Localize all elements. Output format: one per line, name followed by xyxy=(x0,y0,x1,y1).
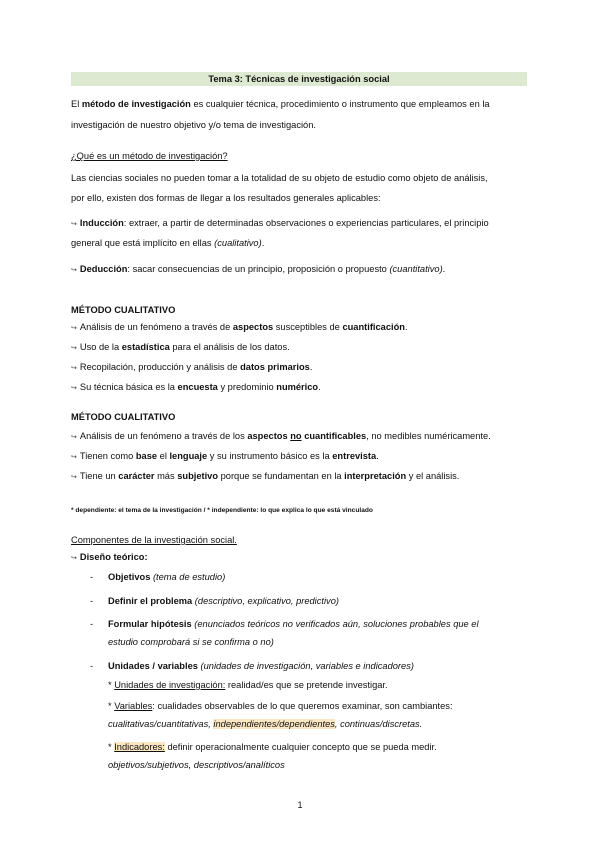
question-line-2: por ello, existen dos formas de llegar a los resultados generales aplicables: xyxy=(71,193,381,203)
text: Análisis de un fenómeno a través de xyxy=(79,322,233,332)
text-bold: encuesta xyxy=(177,382,218,392)
text: y su instrumento básico es la xyxy=(207,451,333,461)
note: (cuantitativo) xyxy=(389,264,443,274)
componentes-heading: Componentes de la investigación social. xyxy=(71,535,237,545)
text-bold-underline: no xyxy=(290,431,302,441)
text-bold: carácter xyxy=(118,471,155,481)
text: . xyxy=(442,264,446,274)
metodo1-bullet-2 xyxy=(71,341,290,355)
intro-line-2: investigación de nuestro objetivo y/o tema de investigación. xyxy=(71,120,316,130)
arrow-icon: ↪ xyxy=(71,434,77,441)
deduccion-line xyxy=(71,263,445,277)
text: : cualidades observables de lo que queremos examinar, son cambiantes: xyxy=(152,701,453,711)
list-item xyxy=(90,618,93,630)
term-induccion: Inducción xyxy=(79,218,124,228)
text: : extraer, a partir de determinadas observaciones o experiencias particulares, el principio xyxy=(123,218,489,228)
metodo1-bullet-4 xyxy=(71,381,321,395)
text: general que está implícito en ellas xyxy=(71,238,215,248)
list-item xyxy=(90,595,93,607)
text: . xyxy=(376,451,379,461)
text: Uso de la xyxy=(79,342,122,352)
text: es cualquier técnica, procedimiento o instrumento que empleamos en la xyxy=(190,99,490,109)
list-item-objetivos xyxy=(108,571,225,583)
text-bold: entrevista xyxy=(332,451,377,461)
text: El xyxy=(71,99,82,109)
arrow-icon: ↪ xyxy=(71,474,77,481)
dash: - xyxy=(90,572,94,582)
indicadores-line-2: objetivos/subjetivos, descriptivos/analíticos xyxy=(108,760,285,770)
question-heading: ¿Qué es un método de investigación? xyxy=(71,151,228,161)
text: cualitativas/cuantitativas, xyxy=(108,719,214,729)
text-bold: subjetivo xyxy=(177,471,219,481)
dash: - xyxy=(90,596,94,606)
text: . xyxy=(404,322,408,332)
text: Tienen como xyxy=(79,451,136,461)
text-bold: lenguaje xyxy=(169,451,208,461)
text: y el análisis. xyxy=(406,471,460,481)
text: susceptibles de xyxy=(273,322,343,332)
term-diseno: Diseño teórico: xyxy=(79,552,148,562)
induccion-line-1 xyxy=(71,217,489,231)
note: (unidades de investigación, variables e indicadores) xyxy=(197,661,414,671)
diseno-line xyxy=(71,551,148,565)
text: el xyxy=(157,451,170,461)
dash: - xyxy=(90,619,94,629)
metodo2-bullet-3 xyxy=(71,470,459,484)
metodo1-bullet-3 xyxy=(71,361,312,375)
arrow-icon: ↪ xyxy=(71,345,77,352)
text-bold: Unidades / variables xyxy=(108,661,198,671)
metodo1-bullet-1 xyxy=(71,321,408,335)
note: (cualitativo) xyxy=(214,238,262,248)
text-bold: cuantificación xyxy=(342,322,405,332)
text-bold: estadística xyxy=(121,342,170,352)
page-title: Tema 3: Técnicas de investigación social xyxy=(71,72,527,86)
text: . xyxy=(309,362,313,372)
text: * xyxy=(108,680,115,690)
arrow-icon: ↪ xyxy=(71,267,77,274)
arrow-icon: ↪ xyxy=(71,385,77,392)
text-bold: datos primarios xyxy=(240,362,310,372)
metodo2-bullet-1 xyxy=(71,430,491,444)
note: (enunciados teóricos no verificados aún, soluciones probables que el xyxy=(191,619,479,629)
note: (descriptivo, explicativo, predictivo) xyxy=(192,596,339,606)
text: definir operacionalmente cualquier concepto que se pueda medir. xyxy=(164,742,437,752)
text: y predominio xyxy=(217,382,277,392)
induccion-line-2 xyxy=(71,237,264,249)
metodo2-heading: MÉTODO CUALITATIVO xyxy=(71,412,176,422)
arrow-icon: ↪ xyxy=(71,555,77,562)
text-bold: aspectos xyxy=(232,322,274,332)
metodo1-heading: MÉTODO CUALITATIVO xyxy=(71,305,176,315)
text: para el análisis de los datos. xyxy=(169,342,290,352)
page-number: 1 xyxy=(297,800,303,810)
text: * xyxy=(108,701,115,711)
metodo2-bullet-2 xyxy=(71,450,379,464)
term-variables: Variables xyxy=(114,701,153,711)
variables-line-2 xyxy=(108,718,422,730)
term-metodo: método de investigación xyxy=(81,99,191,109)
text-bold: Objetivos xyxy=(108,572,151,582)
variables-line-1 xyxy=(108,700,453,712)
list-item-problema xyxy=(108,595,339,607)
term-indicadores: Indicadores: xyxy=(114,742,165,752)
text: Recopilación, producción y análisis de xyxy=(79,362,241,372)
text: Análisis de un fenómeno a través de los xyxy=(79,431,248,441)
arrow-icon: ↪ xyxy=(71,221,77,228)
term-unidades: Unidades de investigación: xyxy=(114,680,226,690)
arrow-icon: ↪ xyxy=(71,365,77,372)
text-bold: numérico xyxy=(276,382,319,392)
text: . xyxy=(261,238,265,248)
text-bold: Definir el problema xyxy=(108,596,193,606)
intro-line-1 xyxy=(71,98,490,110)
text: , continuas/discretas. xyxy=(334,719,423,729)
note: (tema de estudio) xyxy=(150,572,226,582)
term-deduccion: Deducción xyxy=(79,264,128,274)
question-line-1: Las ciencias sociales no pueden tomar a la totalidad de su objeto de estudio como objeto de análisis, xyxy=(71,173,488,183)
text: realidad/es que se pretende investigar. xyxy=(225,680,388,690)
text: : sacar consecuencias de un principio, proposición o propuesto xyxy=(127,264,390,274)
arrow-icon: ↪ xyxy=(71,325,77,332)
arrow-icon: ↪ xyxy=(71,454,77,461)
text-bold: cuantificables xyxy=(304,431,367,441)
footnote: * dependiente: el tema de la investigación / * independiente: lo que explica lo que está vinculado xyxy=(71,507,373,514)
text-bold: base xyxy=(135,451,158,461)
text-bold: interpretación xyxy=(344,471,407,481)
text-bold: Formular hipótesis xyxy=(108,619,192,629)
list-item xyxy=(90,571,93,583)
text: . xyxy=(318,382,321,392)
hipotesis-line-2: estudio comprobará si se confirma o no) xyxy=(108,637,274,647)
text-bold: aspectos xyxy=(247,431,288,441)
text: más xyxy=(154,471,178,481)
list-item-unidades xyxy=(108,660,414,672)
text: Tiene un xyxy=(79,471,119,481)
text: , no medibles numéricamente. xyxy=(366,431,491,441)
list-item-hipotesis xyxy=(108,618,479,630)
text: Su técnica básica es la xyxy=(79,382,178,392)
unidades-line xyxy=(108,679,388,691)
list-item xyxy=(90,660,93,672)
indicadores-line-1 xyxy=(108,741,437,753)
text: * xyxy=(108,742,115,752)
highlighted-text: independientes/dependientes xyxy=(213,719,335,729)
dash: - xyxy=(90,661,94,671)
text: porque se fundamentan en la xyxy=(218,471,345,481)
